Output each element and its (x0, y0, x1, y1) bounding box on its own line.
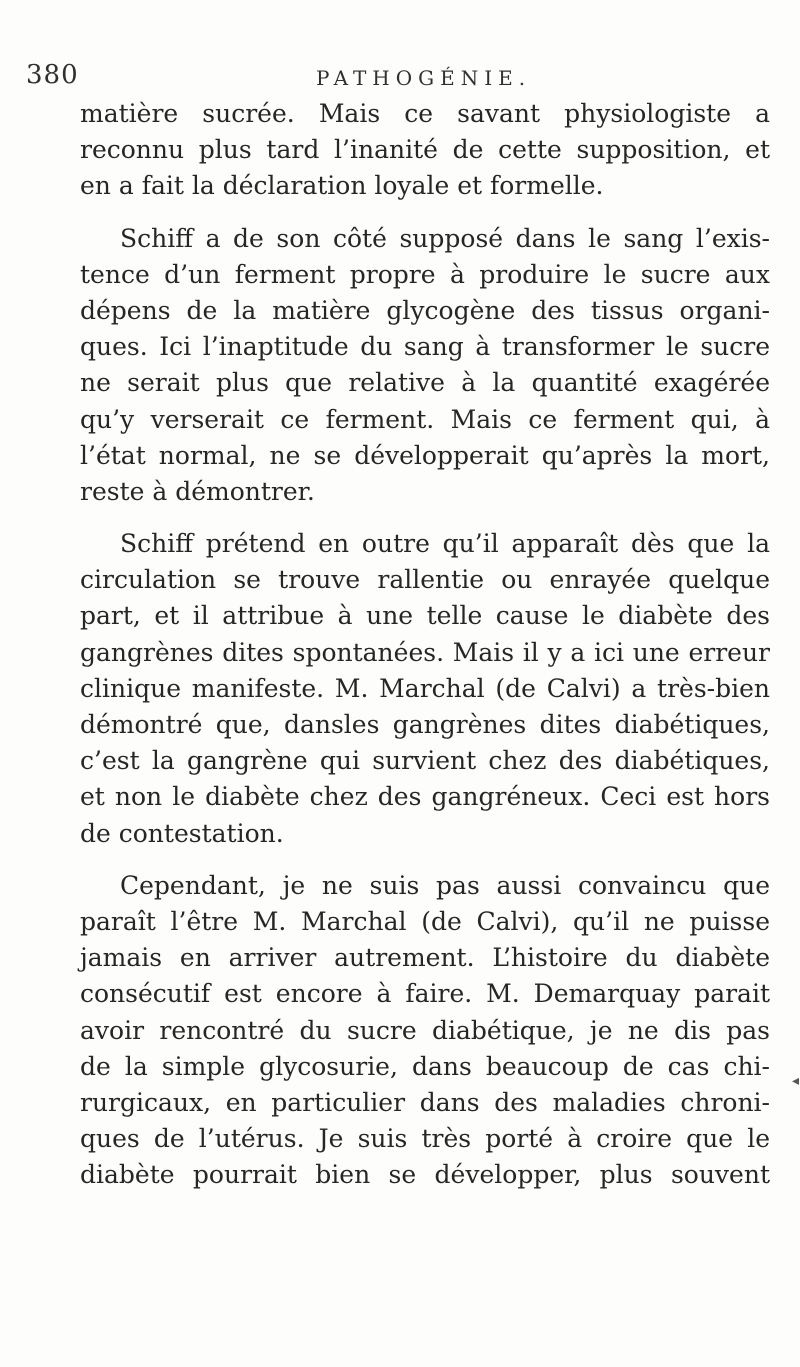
text-line: ne serait plus que relative à la quantité exagérée (80, 368, 770, 398)
text-line: ques de l’utérus. Je suis très porté à croire que le (80, 1124, 770, 1154)
paragraph (80, 526, 770, 852)
text-line: Schiff a de son côté supposé dans le sang l’exis- (120, 223, 770, 253)
paragraph (80, 221, 770, 511)
text-line: reconnu plus tard l’inanité de cette supposition, et (80, 135, 770, 165)
text-line: Schiff prétend en outre qu’il apparaît dès que la (120, 529, 770, 559)
text-line: ques. Ici l’inaptitude du sang à transformer le sucre (80, 332, 770, 362)
text-line: diabète pourrait bien se développer, plus souvent (80, 1160, 770, 1190)
text-line: c’est la gangrène qui survient chez des diabétiques, (80, 746, 770, 776)
text-line: dépens de la matière glycogène des tissus organi- (80, 295, 770, 325)
text-line: clinique manifeste. M. Marchal (de Calvi) a très-bien (80, 673, 770, 703)
text-line: tence d’un ferment propre à produire le sucre aux (80, 259, 770, 289)
running-head: PATHOGÉNIE. (316, 66, 532, 90)
text-line: consécutif est encore à faire. M. Demarquay parait (80, 979, 770, 1009)
text-line: reste à démontrer. (80, 476, 315, 506)
body-text (80, 96, 770, 1193)
paragraph (80, 868, 770, 1194)
text-line: rurgicaux, en particulier dans des maladies chroni- (80, 1087, 770, 1117)
page-number: 380 (26, 60, 79, 90)
text-line: démontré que, dansles gangrènes dites diabétiques, (80, 710, 770, 739)
text-line: matière sucrée. Mais ce savant physiologiste a (80, 99, 770, 128)
text-line: de contestation. (80, 818, 284, 848)
text-line: Cependant, je ne suis pas aussi convaincu que (120, 870, 770, 900)
text-line: qu’y verserait ce ferment. Mais ce ferment qui, à (80, 404, 770, 434)
text-line: en a fait la déclaration loyale et formelle. (80, 171, 604, 201)
paragraph (80, 96, 770, 205)
text-line: de la simple glycosurie, dans beaucoup de cas chi- (80, 1051, 770, 1081)
text-line: circulation se trouve rallentie ou enrayée quelque (80, 565, 770, 595)
margin-mark: ◂ (792, 1073, 800, 1089)
text-line: paraît l’être M. Marchal (de Calvi), qu’il ne puisse (80, 906, 770, 936)
text-line: avoir rencontré du sucre diabétique, je ne dis pas (80, 1015, 770, 1045)
text-line: et non le diabète chez des gangréneux. Ceci est hors (80, 782, 770, 812)
text-line: part, et il attribue à une telle cause le diabète des (80, 601, 770, 631)
text-line: jamais en arriver autrement. L’histoire du diabète (80, 943, 770, 973)
text-line: gangrènes dites spontanées. Mais il y a ici une erreur (80, 637, 770, 667)
text-line: l’état normal, ne se développerait qu’après la mort, (80, 440, 770, 470)
